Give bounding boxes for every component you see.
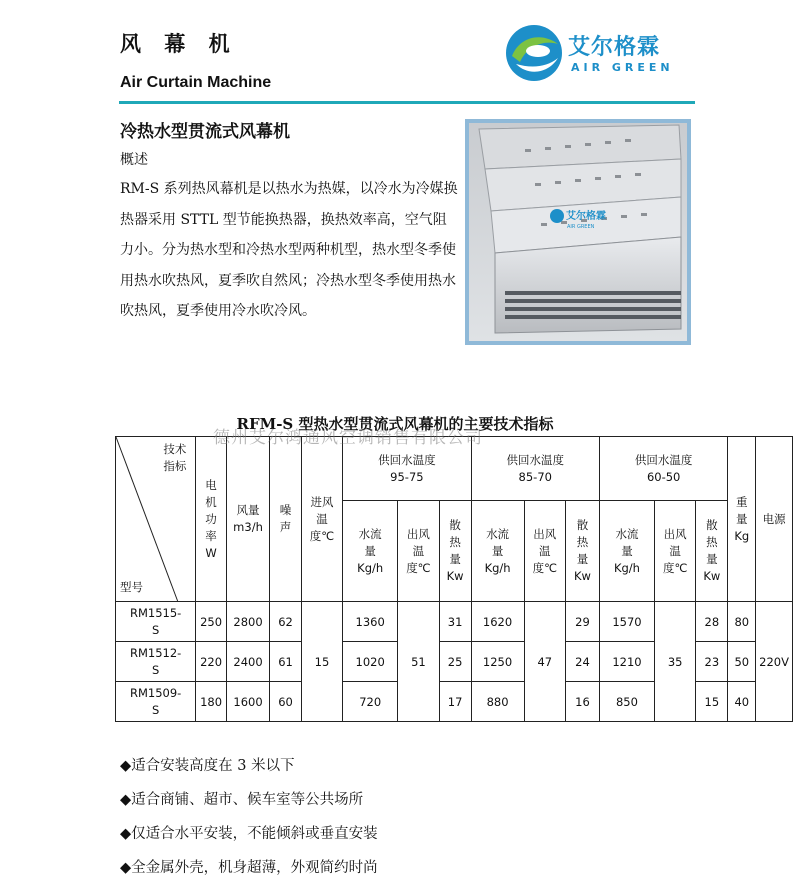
header-noise: 噪声: [270, 437, 301, 602]
header-heat-2: 散热量Kw: [566, 501, 600, 602]
water-flow-cell: 1250: [471, 642, 524, 682]
header-inlet-temp: 进风温度℃: [301, 437, 342, 602]
noise-cell: 61: [270, 642, 301, 682]
header-group-2: 供回水温度 85-70: [471, 437, 599, 501]
model-cell: RM1509-S: [116, 682, 196, 722]
motor-power-cell: 220: [196, 642, 226, 682]
heat-cell: 15: [696, 682, 728, 722]
heat-cell: 28: [696, 602, 728, 642]
water-flow-cell: 1360: [343, 602, 398, 642]
watermark-text: 德州艾尔鸿通风空调销售有限公司: [213, 428, 483, 448]
outlet-temp-cell: 35: [654, 602, 695, 722]
airflow-cell: 2400: [226, 642, 270, 682]
model-cell: RM1512-S: [116, 642, 196, 682]
header-airflow: 风量m3/h: [226, 437, 270, 602]
water-flow-cell: 1210: [599, 642, 654, 682]
noise-cell: 62: [270, 602, 301, 642]
power-cell: 220V: [756, 602, 793, 722]
feature-item: ◆适合商铺、超市、候车室等公共场所: [120, 792, 364, 808]
inlet-temp-cell: 15: [301, 602, 342, 722]
heat-cell: 23: [696, 642, 728, 682]
header-outlet-temp-3: 出风温度℃: [654, 501, 695, 602]
heat-cell: 25: [439, 642, 471, 682]
airflow-cell: 1600: [226, 682, 270, 722]
header-tech-spec: 技术指标: [163, 442, 187, 473]
motor-power-cell: 180: [196, 682, 226, 722]
header-water-flow-1: 水流量Kg/h: [343, 501, 398, 602]
header-outlet-temp-2: 出风温度℃: [524, 501, 565, 602]
feature-item: ◆全金属外壳，机身超薄，外观简约时尚: [120, 860, 378, 876]
water-flow-cell: 850: [599, 682, 654, 722]
header-water-flow-2: 水流量Kg/h: [471, 501, 524, 602]
water-flow-cell: 720: [343, 682, 398, 722]
header-weight: 重量Kg: [728, 437, 756, 602]
header-motor-power: 电机功率W: [196, 437, 226, 602]
airflow-cell: 2800: [226, 602, 270, 642]
motor-power-cell: 250: [196, 602, 226, 642]
header-divider: [119, 101, 695, 104]
logo-text-en: AIR GREEN: [571, 61, 674, 74]
heat-cell: 16: [566, 682, 600, 722]
header-model: 型号: [120, 580, 143, 594]
header-water-flow-3: 水流量Kg/h: [599, 501, 654, 602]
spec-table: [115, 436, 793, 722]
header-power: 电源: [756, 437, 793, 602]
weight-cell: 40: [728, 682, 756, 722]
page-subtitle: Air Curtain Machine: [120, 74, 272, 91]
heat-cell: 17: [439, 682, 471, 722]
product-title: 冷热水型贯流式风幕机: [120, 122, 290, 142]
logo-text-cn: 艾尔格霖: [568, 35, 661, 60]
feature-item: ◆适合安装高度在 3 米以下: [120, 758, 295, 774]
page-title: 风 幕 机: [120, 31, 238, 56]
header-heat-1: 散热量Kw: [439, 501, 471, 602]
water-flow-cell: 1570: [599, 602, 654, 642]
table-title: RFM-S 型热水型贯流式风幕机的主要技术指标: [236, 415, 554, 433]
model-cell: RM1515-S: [116, 602, 196, 642]
noise-cell: 60: [270, 682, 301, 722]
feature-list: [120, 756, 378, 892]
header-group-1: 供回水温度 95-75: [343, 437, 471, 501]
overview-label: 概述: [120, 152, 148, 168]
table-row: [116, 602, 793, 642]
outlet-temp-cell: 51: [398, 602, 439, 722]
weight-cell: 80: [728, 602, 756, 642]
outlet-temp-cell: 47: [524, 602, 565, 722]
header-corner-cell: [116, 437, 196, 602]
product-description: RM-S 系列热风幕机是以热水为热媒，以冷水为冷媒换热器采用 STTL 型节能换热器，换热效率高，空气阻力小。分为热水型和冷热水型两种机型，热水型冬季使用热水吹热风，夏季吹自然风；冷热水型冬季使用热水吹热风，夏季使用冷水吹冷风。: [120, 181, 458, 319]
product-photo: [465, 119, 691, 345]
heat-cell: 24: [566, 642, 600, 682]
photo-logo-cn: 艾尔格霖: [566, 211, 606, 222]
weight-cell: 50: [728, 642, 756, 682]
heat-cell: 31: [439, 602, 471, 642]
header-group-3: 供回水温度 60-50: [599, 437, 727, 501]
heat-cell: 29: [566, 602, 600, 642]
water-flow-cell: 1020: [343, 642, 398, 682]
feature-item: ◆仅适合水平安装，不能倾斜或垂直安装: [120, 826, 378, 842]
photo-logo-en: AIR GREEN: [567, 224, 595, 230]
header-outlet-temp-1: 出风温度℃: [398, 501, 439, 602]
water-flow-cell: 1620: [471, 602, 524, 642]
water-flow-cell: 880: [471, 682, 524, 722]
header-heat-3: 散热量Kw: [696, 501, 728, 602]
